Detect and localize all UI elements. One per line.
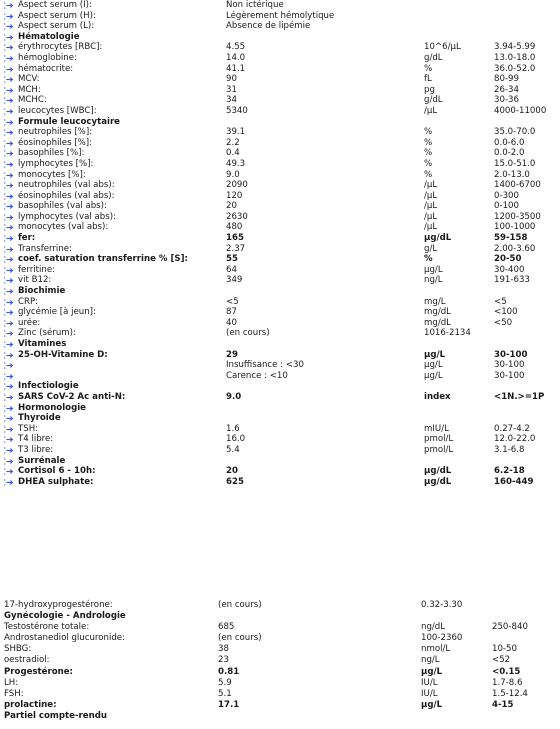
- result-row: [0, 85, 560, 96]
- circle-arrow-icon[interactable]: [4, 434, 13, 445]
- reference-range: 4000-11000: [494, 105, 547, 116]
- test-name: Infectiologie: [18, 381, 79, 392]
- test-name: éosinophiles [%]:: [18, 137, 93, 148]
- test-name: DHEA sulphate:: [18, 476, 94, 487]
- result-row: [0, 350, 560, 361]
- circle-arrow-icon[interactable]: [4, 53, 13, 64]
- result-row: [0, 689, 560, 700]
- test-name: neutrophiles (val abs):: [18, 180, 115, 191]
- result-row: [0, 191, 560, 202]
- test-name: lymphocytes [%]:: [18, 158, 94, 169]
- test-value: 34: [226, 95, 237, 106]
- circle-arrow-icon[interactable]: [4, 180, 13, 191]
- test-name: Androstanediol glucuronide:: [4, 633, 125, 644]
- result-row: [0, 254, 560, 265]
- test-value: 14.0: [226, 52, 246, 63]
- test-unit: 0.32-3.30: [421, 600, 463, 610]
- reference-range: 1200-3500: [494, 211, 541, 222]
- test-unit: ng/L: [424, 275, 443, 286]
- test-unit: IU/L: [421, 688, 438, 699]
- circle-arrow-icon[interactable]: [4, 212, 13, 223]
- test-unit: pmol/L: [424, 434, 454, 445]
- reference-range: 1400-6700: [494, 180, 541, 191]
- circle-arrow-icon[interactable]: [4, 42, 13, 53]
- circle-arrow-icon[interactable]: [4, 74, 13, 85]
- section-header-row: [0, 711, 560, 722]
- test-value: 2630: [226, 211, 248, 222]
- circle-arrow-icon[interactable]: [4, 297, 13, 308]
- circle-arrow-icon[interactable]: [4, 95, 13, 106]
- test-value: 9.0: [226, 169, 240, 180]
- result-row: [0, 633, 560, 644]
- reference-range: 0.0-6.0: [494, 137, 525, 148]
- result-row: [0, 222, 560, 233]
- reference-range: 6.2-18: [494, 466, 525, 477]
- test-value: Insuffisance : <30: [226, 360, 304, 371]
- circle-arrow-icon[interactable]: [4, 371, 13, 382]
- reference-range: 250-840: [492, 622, 528, 633]
- circle-arrow-icon[interactable]: [4, 275, 13, 286]
- test-name: hématocrite:: [18, 63, 74, 74]
- reference-range: <52: [492, 655, 511, 666]
- test-name: monocytes (val abs):: [18, 222, 109, 233]
- reference-range: 13.0-18.0: [494, 52, 536, 63]
- test-name: Surrénale: [18, 455, 66, 466]
- result-row: [0, 328, 560, 339]
- test-name: vit B12:: [18, 275, 52, 286]
- circle-arrow-icon[interactable]: [4, 413, 13, 424]
- circle-arrow-icon[interactable]: [4, 466, 13, 477]
- test-unit: 1016-2134: [424, 328, 471, 339]
- test-name: Biochimie: [18, 286, 66, 297]
- circle-arrow-icon[interactable]: [4, 222, 13, 233]
- test-unit: µg/L: [424, 264, 443, 275]
- result-row: [0, 644, 560, 655]
- circle-arrow-icon[interactable]: [4, 127, 13, 138]
- test-value: 16.0: [226, 434, 246, 445]
- section-header-row: [0, 117, 560, 128]
- circle-arrow-icon[interactable]: [4, 254, 13, 265]
- section-header-row: [0, 339, 560, 350]
- result-row: [0, 127, 560, 138]
- test-name: TSH:: [18, 423, 39, 434]
- circle-arrow-icon[interactable]: [4, 424, 13, 435]
- test-value: 17.1: [218, 699, 240, 710]
- test-unit: µg/L: [421, 666, 443, 677]
- circle-arrow-icon[interactable]: [4, 318, 13, 329]
- result-row: [0, 477, 560, 488]
- test-name: Transferrine:: [18, 243, 72, 254]
- section-header-row: [0, 413, 560, 424]
- circle-arrow-icon[interactable]: [4, 159, 13, 170]
- reference-range: 10-50: [492, 644, 517, 655]
- test-unit: nmol/L: [421, 644, 451, 655]
- test-value: 40: [226, 317, 237, 328]
- test-name: Hématologie: [18, 31, 80, 42]
- test-value: 2.37: [226, 243, 246, 254]
- test-name: SARS CoV-2 Ac anti-N:: [18, 391, 126, 402]
- test-value: 38: [218, 644, 229, 655]
- test-name: Testostérone totale:: [4, 622, 90, 633]
- test-name: Formule leucocytaire: [18, 116, 121, 127]
- section-header-row: [0, 456, 560, 467]
- circle-arrow-icon[interactable]: [4, 64, 13, 75]
- circle-arrow-icon[interactable]: [4, 456, 13, 467]
- test-value: 41.1: [226, 63, 246, 74]
- test-unit: 100-2360: [421, 633, 463, 644]
- result-row: [0, 138, 560, 149]
- circle-arrow-icon[interactable]: [4, 32, 13, 43]
- result-row: [0, 53, 560, 64]
- test-value: Légèrement hémolytique: [226, 10, 335, 21]
- test-value: 5.1: [218, 688, 232, 699]
- test-name: Vitamines: [18, 339, 67, 349]
- test-unit: %: [424, 169, 433, 180]
- test-name: prolactine:: [4, 699, 57, 710]
- result-row: [0, 42, 560, 53]
- circle-arrow-icon[interactable]: [4, 170, 13, 181]
- result-row: [0, 244, 560, 255]
- test-name: érythrocytes [RBC]:: [18, 42, 103, 53]
- result-row: [0, 678, 560, 689]
- test-unit: µg/L: [421, 699, 443, 710]
- circle-arrow-icon[interactable]: [4, 85, 13, 96]
- circle-arrow-icon[interactable]: [4, 392, 13, 403]
- reference-range: 3.94-5.99: [494, 42, 536, 53]
- test-unit: %: [424, 127, 433, 138]
- test-unit: /µL: [424, 190, 438, 201]
- circle-arrow-icon[interactable]: [4, 360, 13, 371]
- result-row: [0, 655, 560, 666]
- test-unit: g/dL: [424, 52, 443, 63]
- circle-arrow-icon[interactable]: [4, 117, 13, 128]
- section-header-row: [0, 611, 560, 622]
- test-name: ferritine:: [18, 264, 56, 275]
- test-name: MCH:: [18, 84, 41, 95]
- reference-range: 0.27-4.2: [494, 423, 530, 434]
- test-name: glycémie [à jeun]:: [18, 307, 96, 318]
- result-row: [0, 275, 560, 286]
- result-row: [0, 424, 560, 435]
- circle-arrow-icon[interactable]: [4, 381, 13, 392]
- test-name: monocytes [%]:: [18, 169, 86, 180]
- test-unit: %: [424, 254, 433, 265]
- test-unit: /µL: [424, 180, 438, 191]
- reference-range: <50: [494, 317, 513, 328]
- result-row: [0, 360, 560, 371]
- test-value: 4.55: [226, 42, 246, 53]
- reference-range: 2.0-13.0: [494, 169, 530, 180]
- test-name: Zinc (sérum):: [18, 328, 76, 339]
- test-unit: ng/dL: [421, 622, 446, 633]
- test-name: basophiles (val abs):: [18, 201, 107, 212]
- test-unit: %: [424, 158, 433, 169]
- circle-arrow-icon[interactable]: [4, 0, 13, 11]
- test-value: Absence de lipémie: [226, 21, 311, 32]
- circle-arrow-icon[interactable]: [4, 138, 13, 149]
- result-row: [0, 434, 560, 445]
- test-value: 55: [226, 254, 238, 265]
- test-value: 2090: [226, 180, 248, 191]
- result-row: [0, 297, 560, 308]
- circle-arrow-icon[interactable]: [4, 477, 13, 488]
- test-unit: /µL: [424, 222, 438, 233]
- circle-arrow-icon[interactable]: [4, 148, 13, 159]
- test-unit: /µL: [424, 201, 438, 212]
- test-value: 685: [218, 622, 235, 633]
- test-unit: ng/L: [421, 655, 440, 666]
- reference-range: 20-50: [494, 254, 522, 265]
- reference-range: 0-300: [494, 190, 519, 201]
- test-name: coef. saturation transferrine % [S]:: [18, 254, 188, 265]
- circle-arrow-icon[interactable]: [4, 21, 13, 32]
- test-name: T3 libre:: [18, 444, 54, 455]
- reference-range: 0.0-2.0: [494, 148, 525, 159]
- test-unit: mg/L: [424, 296, 446, 307]
- result-row: [0, 212, 560, 223]
- test-unit: /µL: [424, 211, 438, 222]
- test-name: FSH:: [4, 688, 24, 699]
- result-row: [0, 64, 560, 75]
- reference-range: 191-633: [494, 275, 530, 286]
- test-name: Hormonologie: [18, 402, 86, 413]
- reference-range: 59-158: [494, 233, 528, 244]
- test-name: SHBG:: [4, 644, 32, 655]
- test-name: Aspect serum (I):: [18, 0, 92, 10]
- test-name: 25-OH-Vitamine D:: [18, 349, 108, 360]
- reference-range: 30-100: [494, 349, 528, 360]
- test-unit: µg/L: [424, 349, 446, 360]
- reference-range: 30-36: [494, 95, 519, 106]
- test-unit: %: [424, 63, 433, 74]
- reference-range: 30-100: [494, 360, 525, 371]
- test-unit: µg/L: [424, 370, 443, 381]
- test-value: 625: [226, 476, 244, 487]
- circle-arrow-icon[interactable]: [4, 286, 13, 297]
- test-unit: /µL: [424, 105, 438, 116]
- section-header-row: [0, 381, 560, 392]
- reference-range: 30-400: [494, 264, 525, 275]
- reference-range: <5: [494, 296, 507, 307]
- reference-range: 80-99: [494, 74, 519, 85]
- reference-range: <100: [494, 307, 518, 318]
- circle-arrow-icon[interactable]: [4, 201, 13, 212]
- test-name: lymphocytes (val abs):: [18, 211, 116, 222]
- test-name: LH:: [4, 677, 19, 688]
- test-name: basophiles [%]:: [18, 148, 85, 159]
- reference-range: 0-100: [494, 201, 519, 212]
- test-name: fer:: [18, 233, 36, 244]
- reference-range: 36.0-52.0: [494, 63, 536, 74]
- test-name: Gynécologie - Andrologie: [4, 611, 126, 622]
- reference-range: 4-15: [492, 699, 514, 710]
- reference-range: 100-1000: [494, 222, 536, 233]
- section-header-row: [0, 32, 560, 43]
- reference-range: 2.00-3.60: [494, 243, 536, 254]
- test-unit: %: [424, 148, 433, 159]
- test-unit: µg/dL: [424, 476, 452, 487]
- test-value: 20: [226, 201, 237, 212]
- result-row: [0, 265, 560, 276]
- circle-arrow-icon[interactable]: [4, 339, 13, 350]
- test-value: Non ictérique: [226, 0, 284, 10]
- results-list-secondary: [0, 600, 560, 722]
- test-value: 87: [226, 307, 237, 318]
- test-value: 120: [226, 190, 243, 201]
- test-value: (en cours): [218, 600, 262, 610]
- reference-range: 30-100: [494, 370, 525, 381]
- test-name: 17-hydroxyprogestérone:: [4, 600, 113, 610]
- test-unit: mg/dL: [424, 307, 451, 318]
- circle-arrow-icon[interactable]: [4, 307, 13, 318]
- test-unit: fL: [424, 74, 432, 85]
- result-row: [0, 0, 560, 11]
- test-value: 39.1: [226, 127, 246, 138]
- test-value: 480: [226, 222, 243, 233]
- result-row: [0, 667, 560, 678]
- test-unit: µg/dL: [424, 466, 452, 477]
- result-row: [0, 11, 560, 22]
- test-value: 0.81: [218, 666, 240, 677]
- test-value: 0.4: [226, 148, 240, 159]
- test-value: <5: [226, 296, 239, 307]
- reference-range: 3.1-6.8: [494, 444, 525, 455]
- section-header-row: [0, 403, 560, 414]
- test-value: (en cours): [218, 633, 262, 644]
- result-row: [0, 180, 560, 191]
- result-row: [0, 392, 560, 403]
- test-name: T4 libre:: [18, 434, 54, 445]
- result-row: [0, 600, 560, 611]
- test-value: 9.0: [226, 391, 242, 402]
- circle-arrow-icon[interactable]: [4, 191, 13, 202]
- circle-arrow-icon[interactable]: [4, 106, 13, 117]
- test-unit: pg: [424, 84, 435, 95]
- result-row: [0, 21, 560, 32]
- test-unit: %: [424, 137, 433, 148]
- test-value: 49.3: [226, 158, 246, 169]
- result-row: [0, 307, 560, 318]
- circle-arrow-icon[interactable]: [4, 233, 13, 244]
- test-name: hémoglobine:: [18, 52, 77, 63]
- reference-range: 35.0-70.0: [494, 127, 536, 138]
- test-unit: pmol/L: [424, 444, 454, 455]
- circle-arrow-icon[interactable]: [4, 265, 13, 276]
- circle-arrow-icon[interactable]: [4, 11, 13, 22]
- reference-range: 1.5-12.4: [492, 688, 528, 699]
- test-unit: 10^6/µL: [424, 42, 461, 53]
- reference-range: 15.0-51.0: [494, 158, 536, 169]
- circle-arrow-icon[interactable]: [4, 244, 13, 255]
- test-name: oestradiol:: [4, 655, 50, 666]
- result-row: [0, 445, 560, 456]
- test-name: MCV:: [18, 74, 40, 85]
- reference-range: 160-449: [494, 476, 534, 487]
- test-name: neutrophiles [%]:: [18, 127, 93, 138]
- section-header-row: [0, 286, 560, 297]
- test-value: 64: [226, 264, 237, 275]
- test-value: 31: [226, 84, 237, 95]
- test-value: 20: [226, 466, 238, 477]
- test-name: urée:: [18, 317, 41, 328]
- test-unit: mg/dL: [424, 317, 451, 328]
- result-row: [0, 622, 560, 633]
- test-name: Aspect serum (L):: [18, 21, 95, 32]
- test-value: 2.2: [226, 137, 240, 148]
- test-value: 349: [226, 275, 243, 286]
- test-unit: g/dL: [424, 95, 443, 106]
- result-row: [0, 371, 560, 382]
- result-row: [0, 148, 560, 159]
- test-name: MCHC:: [18, 95, 47, 106]
- test-name: Progestérone:: [4, 666, 73, 677]
- reference-range: <1N.>=1P: [494, 391, 545, 402]
- test-name: CRP:: [18, 296, 39, 307]
- result-row: [0, 201, 560, 212]
- result-row: [0, 466, 560, 477]
- result-row: [0, 106, 560, 117]
- result-row: [0, 74, 560, 85]
- result-row: [0, 170, 560, 181]
- result-row: [0, 233, 560, 244]
- test-unit: index: [424, 391, 451, 402]
- test-value: 23: [218, 655, 229, 666]
- result-row: [0, 159, 560, 170]
- result-row: [0, 700, 560, 711]
- circle-arrow-icon[interactable]: [4, 445, 13, 456]
- test-name: leucocytes [WBC]:: [18, 105, 97, 116]
- test-name: Aspect serum (H):: [18, 10, 96, 21]
- test-value: 1.6: [226, 423, 240, 434]
- test-value: 5340: [226, 105, 248, 116]
- test-value: Carence : <10: [226, 370, 288, 381]
- test-name: Partiel compte-rendu: [4, 710, 107, 721]
- test-unit: g/L: [424, 243, 438, 254]
- test-unit: mIU/L: [424, 423, 449, 434]
- reference-range: 26-34: [494, 84, 519, 95]
- test-name: Thyroide: [18, 413, 61, 424]
- circle-arrow-icon[interactable]: [4, 403, 13, 414]
- circle-arrow-icon[interactable]: [4, 350, 13, 361]
- test-value: 5.9: [218, 677, 232, 688]
- circle-arrow-icon[interactable]: [4, 328, 13, 339]
- reference-range: 1.7-8.6: [492, 677, 523, 688]
- test-unit: IU/L: [421, 677, 438, 688]
- result-row: [0, 318, 560, 329]
- reference-range: 12.0-22.0: [494, 434, 536, 445]
- reference-range: <0.15: [492, 666, 521, 677]
- test-unit: µg/dL: [424, 233, 452, 244]
- test-value: (en cours): [226, 328, 270, 339]
- test-value: 5.4: [226, 444, 240, 455]
- test-unit: µg/L: [424, 360, 443, 371]
- test-name: Cortisol 6 - 10h:: [18, 466, 96, 477]
- test-value: 29: [226, 349, 238, 360]
- test-value: 90: [226, 74, 237, 85]
- result-row: [0, 95, 560, 106]
- test-name: éosinophiles (val abs):: [18, 190, 115, 201]
- test-value: 165: [226, 233, 244, 244]
